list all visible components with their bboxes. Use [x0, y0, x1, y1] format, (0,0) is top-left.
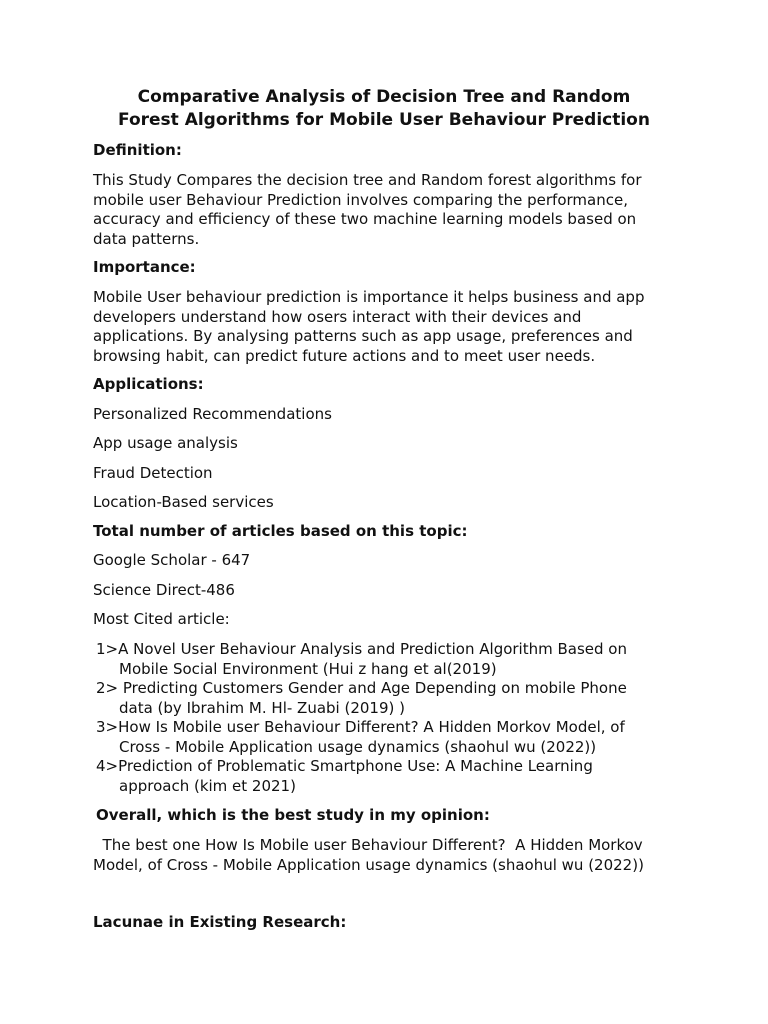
best-study-line: The best one How Is Mobile user Behaviour Different? A Hidden Morkov — [93, 836, 643, 854]
cited-article-item — [96, 757, 686, 796]
cited-article-line: data (by Ibrahim M. Hl- Zuabi (2019) ) — [119, 698, 405, 717]
best-study-paragraph — [93, 836, 683, 875]
best-study-heading: Overall, which is the best study in my opinion: — [96, 806, 490, 824]
definition-line: data patterns. — [93, 229, 200, 248]
cited-article-line: 3>How Is Mobile user Behaviour Different? A Hidden Morkov Model, of — [96, 718, 625, 736]
application-item: Personalized Recommendations — [93, 405, 332, 423]
articles-heading: Total number of articles based on this topic: — [93, 522, 468, 540]
definition-line: accuracy and efficiency of these two machine learning models based on — [93, 210, 637, 228]
cited-article-item — [96, 679, 686, 718]
cited-article-item — [96, 640, 686, 679]
cited-article-line: Mobile Social Environment (Hui z hang et al(2019) — [119, 659, 497, 678]
cited-article-line: 4>Prediction of Problematic Smartphone Use: A Machine Learning — [96, 757, 593, 775]
title-line-1: Comparative Analysis of Decision Tree and Random — [137, 87, 631, 107]
cited-article-line: approach (kim et 2021) — [119, 776, 296, 795]
google-scholar-count: Google Scholar - 647 — [93, 551, 251, 569]
applications-heading: Applications: — [93, 375, 204, 393]
importance-line: developers understand how osers interact with their devices and — [93, 307, 582, 326]
importance-paragraph — [93, 288, 683, 366]
title-line-2: Forest Algorithms for Mobile User Behaviour Prediction — [118, 110, 650, 130]
cited-article-line: 2> Predicting Customers Gender and Age Depending on mobile Phone — [96, 679, 627, 697]
definition-paragraph — [93, 171, 683, 249]
importance-line: Mobile User behaviour prediction is importance it helps business and app — [93, 288, 645, 306]
cited-article-item — [96, 718, 686, 757]
most-cited-label: Most Cited article: — [93, 610, 230, 628]
importance-heading: Importance: — [93, 258, 196, 276]
best-study-line: Model, of Cross - Mobile Application usage dynamics (shaohul wu (2022)) — [93, 855, 644, 874]
importance-line: applications. By analysing patterns such as app usage, preferences and — [93, 327, 633, 345]
cited-article-line: 1>A Novel User Behaviour Analysis and Prediction Algorithm Based on — [96, 640, 627, 658]
science-direct-count: Science Direct-486 — [93, 581, 235, 599]
application-item: Fraud Detection — [93, 464, 213, 482]
lacunae-heading: Lacunae in Existing Research: — [93, 913, 347, 931]
cited-article-line: Cross - Mobile Application usage dynamics (shaohul wu (2022)) — [119, 737, 597, 756]
application-item: App usage analysis — [93, 434, 238, 452]
application-item: Location-Based services — [93, 493, 274, 511]
document-title — [80, 86, 688, 132]
importance-line: browsing habit, can predict future actions and to meet user needs. — [93, 346, 596, 365]
definition-line: This Study Compares the decision tree and Random forest algorithms for — [93, 171, 642, 189]
definition-line: mobile user Behaviour Prediction involves comparing the performance, — [93, 190, 628, 209]
definition-heading: Definition: — [93, 141, 182, 159]
